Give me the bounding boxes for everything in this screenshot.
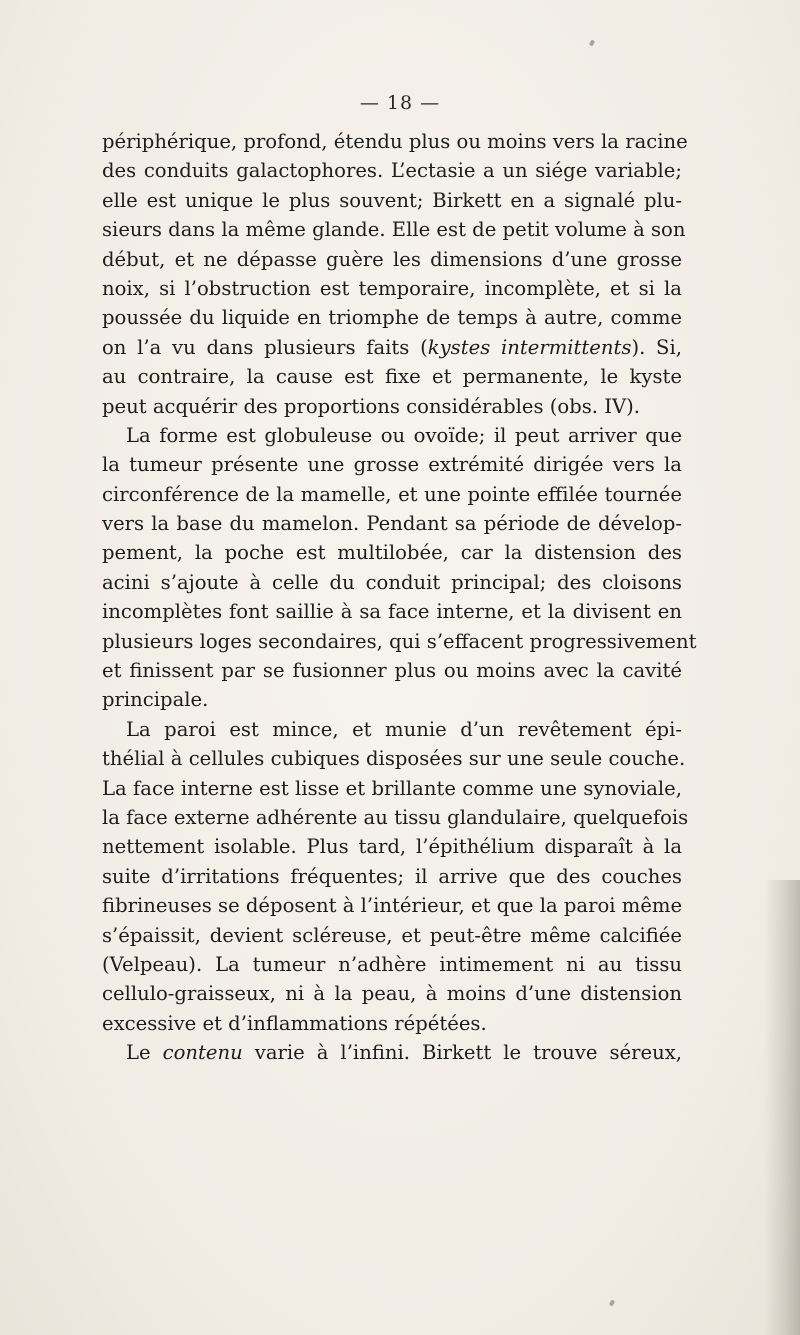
- text-line: Le contenu varie à l’infini. Birkett le trouve séreux,: [126, 1041, 682, 1065]
- text-line: la tumeur présente une grosse extrémité dirigée vers la: [102, 453, 682, 477]
- text-line: la face externe adhérente au tissu glandulaire, quelquefois: [102, 805, 689, 829]
- text-line: La face interne est lisse et brillante comme une synoviale,: [102, 776, 682, 800]
- text-line: elle est unique le plus souvent; Birkett en a signalé plu-: [102, 188, 682, 212]
- text-line: acini s’ajoute à celle du conduit principal; des cloisons: [102, 570, 682, 594]
- text-line: fibrineuses se déposent à l’intérieur, et que la paroi même: [102, 894, 683, 918]
- text-line: vers la base du mamelon. Pendant sa période de dévelop-: [102, 512, 682, 536]
- text-line: début, et ne dépasse guère les dimensions d’une grosse: [102, 247, 682, 271]
- text-line: on l’a vu dans plusieurs faits (kystes intermittents). Si,: [102, 335, 682, 359]
- text-line: cellulo-graisseux, ni à la peau, à moins d’une distension: [102, 982, 682, 1006]
- text-line: peut acquérir des proportions considérables (obs. IV).: [102, 394, 641, 418]
- page-number: — 18 —: [359, 92, 441, 114]
- text-line: excessive et d’inflammations répétées.: [102, 1011, 487, 1035]
- text-line: plusieurs loges secondaires, qui s’effacent progressivement: [102, 629, 697, 653]
- text-line: noix, si l’obstruction est temporaire, incomplète, et si la: [102, 276, 682, 300]
- text-line: incomplètes font saillie à sa face interne, et la divisent en: [102, 600, 682, 624]
- dust-speck: [609, 1299, 615, 1306]
- text-line: des conduits galactophores. L’ectasie a un siége variable;: [102, 159, 682, 183]
- text-line: circonférence de la mamelle, et une pointe effilée tournée: [102, 482, 682, 506]
- text-line: La forme est globuleuse ou ovoïde; il peut arriver que: [126, 423, 682, 447]
- text-line: poussée du liquide en triomphe de temps à autre, comme: [102, 306, 682, 330]
- page-edge-stain: [764, 880, 800, 1335]
- text-line: (Velpeau). La tumeur n’adhère intimement ni au tissu: [102, 952, 682, 976]
- text-line: s’épaissit, devient scléreuse, et peut-être même calcifiée: [102, 923, 682, 947]
- text-line: suite d’irritations fréquentes; il arrive que des couches: [102, 864, 682, 888]
- text-line: au contraire, la cause est fixe et permanente, le kyste: [102, 365, 682, 389]
- text-line: principale.: [102, 688, 209, 712]
- text-line: périphérique, profond, étendu plus ou moins vers la racine: [102, 130, 688, 153]
- body-text: [102, 127, 697, 1068]
- text-line: thélial à cellules cubiques disposées sur une seule couche.: [102, 747, 686, 771]
- text-line: nettement isolable. Plus tard, l’épithélium disparaît à la: [102, 835, 682, 859]
- text-line: sieurs dans la même glande. Elle est de petit volume à son: [102, 218, 686, 242]
- text-line: pement, la poche est multilobée, car la distension des: [102, 541, 682, 565]
- dust-speck: [589, 39, 595, 46]
- text-line: et finissent par se fusionner plus ou moins avec la cavité: [102, 659, 682, 683]
- text-line: La paroi est mince, et munie d’un revêtement épi-: [126, 717, 682, 741]
